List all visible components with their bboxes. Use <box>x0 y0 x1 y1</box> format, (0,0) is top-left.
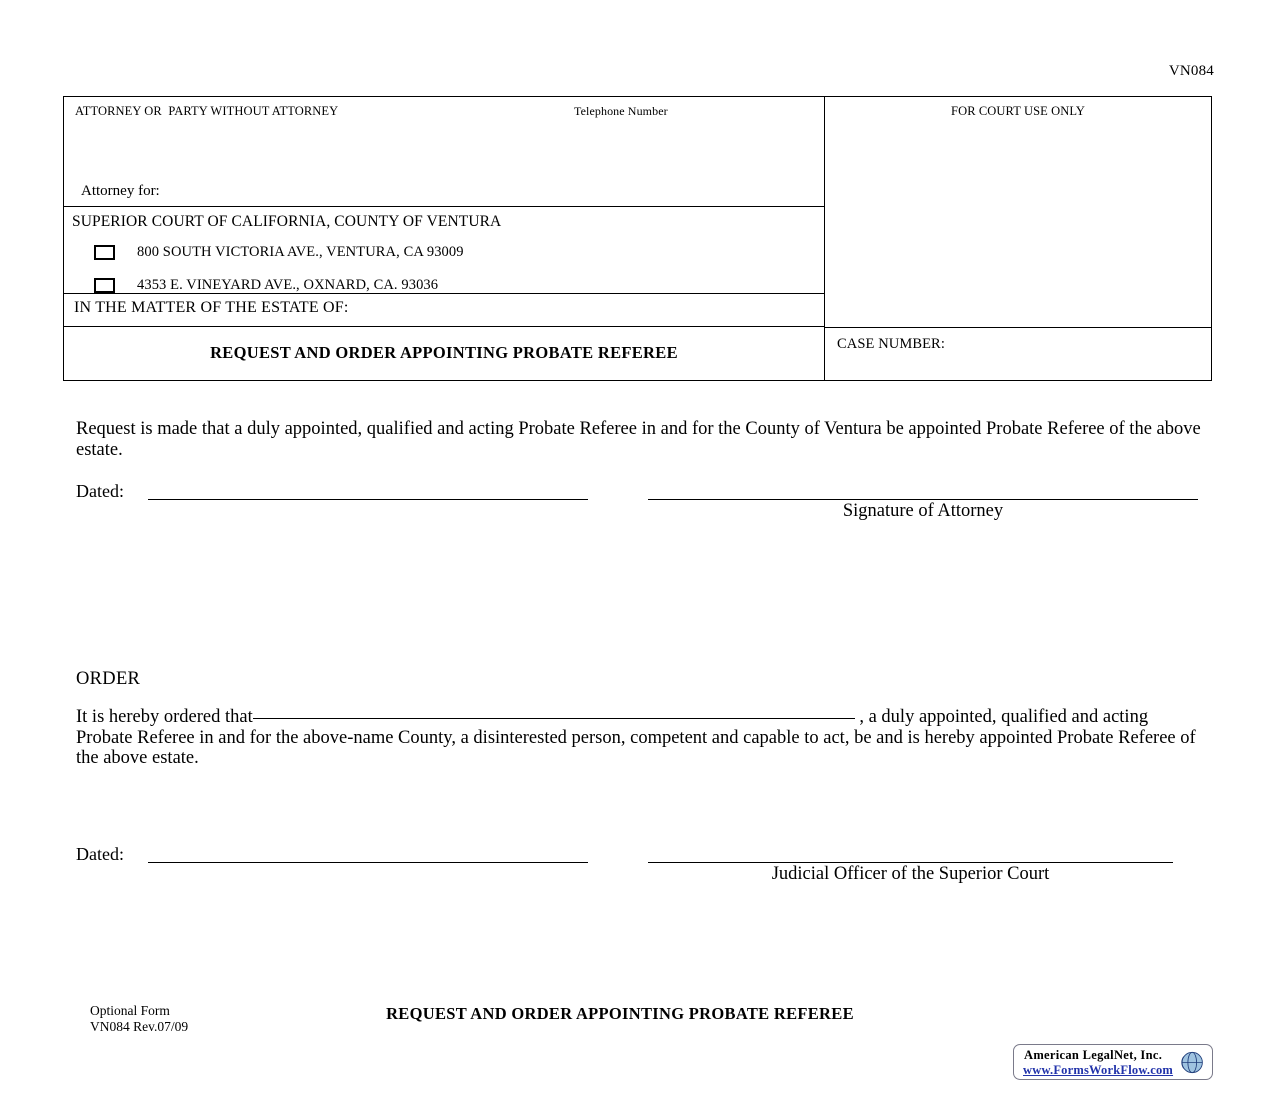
caption-table <box>63 96 1212 381</box>
attorney-signature-caption: Signature of Attorney <box>842 501 1004 521</box>
checkbox-oxnard[interactable] <box>94 278 115 293</box>
court-location-option-ventura[interactable] <box>94 244 464 261</box>
attorney-label: ATTORNEY OR PARTY WITHOUT ATTORNEY <box>75 104 339 118</box>
caption-right-column <box>825 97 1211 380</box>
legalnet-website-link[interactable]: www.FormsWorkFlow.com <box>1023 1063 1174 1077</box>
estate-matter-row <box>64 294 824 327</box>
form-number: VN084 <box>1168 63 1214 79</box>
order-text-after-blank: , a duly appointed, qualified and acting Probate Referee in and for the above-name County, a disinterested person, competent and capable to act, be and is hereby appointed Probate Referee of the above estate. <box>76 707 1196 768</box>
case-number-divider <box>825 327 1211 328</box>
request-paragraph: Request is made that a duly appointed, qualified and acting Probate Referee in and for the County of Ventura be appointed Probate Referee of the above estate. <box>76 419 1201 460</box>
attorney-for-label: Attorney for: <box>81 183 160 199</box>
telephone-label: Telephone Number <box>574 104 668 118</box>
order-text-before-blank: It is hereby ordered that <box>76 707 253 727</box>
court-address-oxnard: 4353 E. VINEYARD AVE., OXNARD, CA. 93036 <box>137 277 439 293</box>
legalnet-company-name: American LegalNet, Inc. <box>1024 1048 1163 1062</box>
document-title: REQUEST AND ORDER APPOINTING PROBATE REFEREE <box>210 343 678 362</box>
optional-form-label: Optional Form <box>90 1003 170 1018</box>
attorney-info-row <box>64 97 824 207</box>
form-revision-label: VN084 Rev.07/09 <box>90 1019 189 1034</box>
estate-matter-label: IN THE MATTER OF THE ESTATE OF: <box>74 299 349 316</box>
court-location-option-oxnard[interactable] <box>94 277 438 294</box>
attorney-signature-line[interactable] <box>648 499 1198 500</box>
court-title: SUPERIOR COURT OF CALIFORNIA, COUNTY OF VENTURA <box>72 213 502 230</box>
american-legalnet-badge[interactable] <box>1013 1044 1213 1080</box>
caption-left-column <box>64 97 825 380</box>
judicial-officer-signature-line[interactable] <box>648 862 1173 863</box>
case-number-label: CASE NUMBER: <box>837 336 945 352</box>
for-court-use-only-label: FOR COURT USE ONLY <box>951 104 1085 118</box>
document-title-row <box>64 327 824 380</box>
footer-document-title: REQUEST AND ORDER APPOINTING PROBATE REFEREE <box>386 1004 854 1023</box>
referee-name-blank[interactable] <box>253 718 855 719</box>
court-address-ventura: 800 SOUTH VICTORIA AVE., VENTURA, CA 93009 <box>137 244 464 260</box>
request-date-line[interactable] <box>148 499 588 500</box>
order-dated-label: Dated: <box>76 844 124 864</box>
judicial-officer-signature-caption: Judicial Officer of the Superior Court <box>771 864 1050 884</box>
order-heading: ORDER <box>76 669 141 689</box>
order-date-line[interactable] <box>148 862 588 863</box>
court-address-row <box>64 207 824 294</box>
request-dated-label: Dated: <box>76 481 124 501</box>
checkbox-ventura[interactable] <box>94 245 115 260</box>
globe-icon <box>1177 1048 1206 1077</box>
order-paragraph <box>76 707 1201 769</box>
